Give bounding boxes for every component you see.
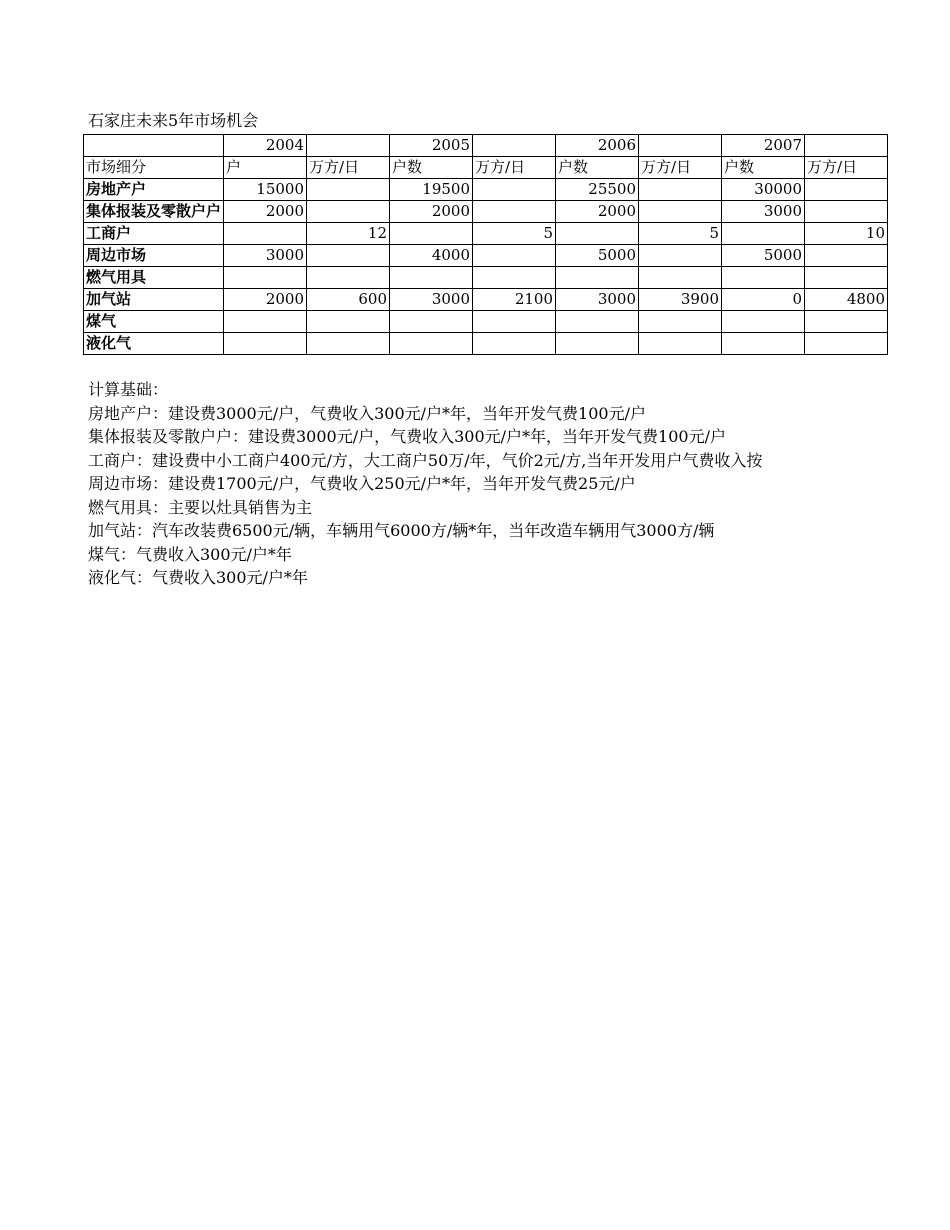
table-row bbox=[84, 245, 888, 267]
value-cell bbox=[639, 333, 722, 355]
value-cell bbox=[224, 223, 307, 245]
value-cell: 10 bbox=[805, 223, 888, 245]
unit-header-cell: 户数 bbox=[390, 157, 473, 179]
value-cell bbox=[473, 245, 556, 267]
year-cell: 2005 bbox=[390, 135, 473, 157]
year-cell: 2006 bbox=[556, 135, 639, 157]
value-cell: 5 bbox=[473, 223, 556, 245]
value-cell bbox=[805, 179, 888, 201]
market-table bbox=[83, 134, 888, 355]
value-cell bbox=[307, 311, 390, 333]
value-cell: 4800 bbox=[805, 289, 888, 311]
value-cell bbox=[639, 179, 722, 201]
value-cell: 3000 bbox=[224, 245, 307, 267]
note-line: 液化气：气费收入300元/户*年 bbox=[88, 568, 308, 587]
value-cell bbox=[307, 267, 390, 289]
table-row bbox=[84, 201, 888, 223]
segment-header-cell: 市场细分 bbox=[84, 157, 224, 179]
table-row bbox=[84, 223, 888, 245]
value-cell bbox=[722, 311, 805, 333]
value-cell: 2000 bbox=[224, 289, 307, 311]
value-cell bbox=[224, 333, 307, 355]
value-cell bbox=[805, 267, 888, 289]
value-cell bbox=[390, 223, 473, 245]
table-row bbox=[84, 179, 888, 201]
value-cell: 2000 bbox=[224, 201, 307, 223]
value-cell: 2000 bbox=[390, 201, 473, 223]
value-cell bbox=[805, 201, 888, 223]
value-cell: 2100 bbox=[473, 289, 556, 311]
calculation-notes bbox=[88, 378, 762, 590]
note-line: 煤气：气费收入300元/户*年 bbox=[88, 544, 292, 564]
year-cell: 2004 bbox=[224, 135, 307, 157]
value-cell bbox=[390, 311, 473, 333]
note-line: 集体报装及零散户户：建设费3000元/户，气费收入300元/户*年，当年开发气费100元/户 bbox=[88, 427, 726, 446]
value-cell: 15000 bbox=[224, 179, 307, 201]
value-cell bbox=[556, 333, 639, 355]
segment-name-cell: 燃气用具 bbox=[84, 267, 224, 289]
table-row bbox=[84, 289, 888, 311]
value-cell: 3000 bbox=[722, 201, 805, 223]
value-cell bbox=[556, 311, 639, 333]
value-cell: 12 bbox=[307, 223, 390, 245]
year-spacer-cell bbox=[473, 135, 556, 157]
segment-name-cell: 房地产户 bbox=[84, 179, 224, 201]
year-spacer-cell bbox=[805, 135, 888, 157]
value-cell: 600 bbox=[307, 289, 390, 311]
value-cell: 3900 bbox=[639, 289, 722, 311]
value-cell: 5000 bbox=[722, 245, 805, 267]
value-cell bbox=[473, 267, 556, 289]
year-spacer-cell bbox=[307, 135, 390, 157]
value-cell: 3000 bbox=[556, 289, 639, 311]
year-header-row bbox=[84, 135, 888, 157]
table-row bbox=[84, 311, 888, 333]
value-cell bbox=[805, 245, 888, 267]
note-line: 燃气用具：主要以灶具销售为主 bbox=[88, 497, 313, 517]
unit-header-cell: 万方/日 bbox=[639, 157, 722, 179]
header-blank-cell bbox=[84, 135, 224, 157]
value-cell bbox=[473, 201, 556, 223]
value-cell bbox=[473, 179, 556, 201]
value-cell: 4000 bbox=[390, 245, 473, 267]
segment-name-cell: 液化气 bbox=[84, 333, 224, 355]
segment-name-cell: 煤气 bbox=[84, 311, 224, 333]
value-cell bbox=[473, 333, 556, 355]
sheet-title: 石家庄未来5年市场机会 bbox=[88, 111, 259, 130]
note-line: 加气站：汽车改装费6500元/辆，车辆用气6000方/辆*年，当年改造车辆用气3000方/辆 bbox=[88, 521, 715, 540]
value-cell: 5 bbox=[639, 223, 722, 245]
value-cell: 0 bbox=[722, 289, 805, 311]
table-row bbox=[84, 267, 888, 289]
segment-name-cell: 加气站 bbox=[84, 289, 224, 311]
unit-header-cell: 万方/日 bbox=[473, 157, 556, 179]
value-cell bbox=[722, 223, 805, 245]
note-line: 工商户：建设费中小工商户400元/方，大工商户50万/年，气价2元/方,当年开发用户气费收入按 bbox=[88, 450, 763, 470]
value-cell bbox=[307, 201, 390, 223]
notes-heading: 计算基础： bbox=[88, 380, 169, 399]
value-cell bbox=[639, 201, 722, 223]
value-cell: 2000 bbox=[556, 201, 639, 223]
value-cell: 30000 bbox=[722, 179, 805, 201]
unit-header-cell: 万方/日 bbox=[805, 157, 888, 179]
value-cell bbox=[805, 333, 888, 355]
year-spacer-cell bbox=[639, 135, 722, 157]
value-cell bbox=[307, 179, 390, 201]
value-cell bbox=[224, 311, 307, 333]
value-cell bbox=[307, 333, 390, 355]
value-cell bbox=[639, 267, 722, 289]
value-cell bbox=[805, 311, 888, 333]
value-cell bbox=[722, 333, 805, 355]
value-cell bbox=[639, 311, 722, 333]
table-row bbox=[84, 333, 888, 355]
value-cell bbox=[639, 245, 722, 267]
segment-name-cell: 集体报装及零散户户 bbox=[84, 201, 224, 223]
unit-header-cell: 户 bbox=[224, 157, 307, 179]
year-cell: 2007 bbox=[722, 135, 805, 157]
value-cell bbox=[307, 245, 390, 267]
value-cell: 5000 bbox=[556, 245, 639, 267]
unit-header-cell: 户数 bbox=[722, 157, 805, 179]
value-cell: 3000 bbox=[390, 289, 473, 311]
value-cell bbox=[722, 267, 805, 289]
segment-name-cell: 周边市场 bbox=[84, 245, 224, 267]
note-line: 房地产户：建设费3000元/户，气费收入300元/户*年，当年开发气费100元/户 bbox=[88, 403, 646, 423]
value-cell bbox=[556, 267, 639, 289]
value-cell: 19500 bbox=[390, 179, 473, 201]
value-cell bbox=[224, 267, 307, 289]
value-cell bbox=[473, 311, 556, 333]
unit-header-cell: 万方/日 bbox=[307, 157, 390, 179]
value-cell bbox=[556, 223, 639, 245]
value-cell: 25500 bbox=[556, 179, 639, 201]
segment-name-cell: 工商户 bbox=[84, 223, 224, 245]
note-line: 周边市场：建设费1700元/户，气费收入250元/户*年，当年开发气费25元/户 bbox=[88, 474, 636, 493]
value-cell bbox=[390, 333, 473, 355]
unit-header-cell: 户数 bbox=[556, 157, 639, 179]
value-cell bbox=[390, 267, 473, 289]
subheader-row bbox=[84, 157, 888, 179]
